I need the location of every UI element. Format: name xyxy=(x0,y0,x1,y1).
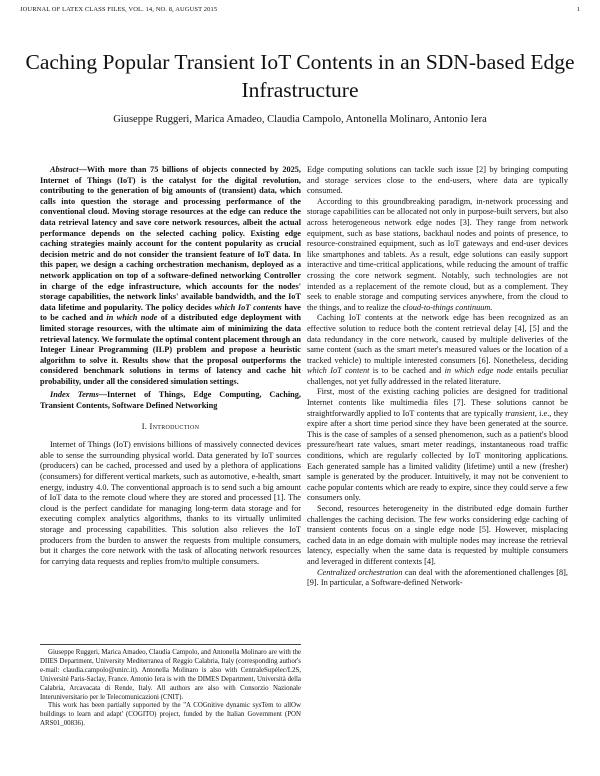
paragraph-orchestration-text: can deal with the aforementioned challenges [8], [9]. In particular, a Software-defined Network- xyxy=(307,567,568,588)
abstract-text-end: of a distributed edge deployment with limited storage resources, with the ultimate aim of minimizing the data retrieval latency. We formulate the optimal content placement through an Integer Linear Programming (ILP) problem and propose a heuristic algorithm to solve it. Results show that the proposal outperforms the considered benchmark solutions in terms of latency and cache hit probability, under all the considered simulation settings. xyxy=(40,313,301,386)
intro-paragraph-1: Internet of Things (IoT) envisions billions of massively connected devices able to sense the surrounding physical world. Data generated by IoT sources (producers) can be cached, processed and used by a plethora of applications (consumers) for different vertical markets, such as automotive, e-health, smart energy, industry 4.0. The conventional approach is to send such a big amount of IoT data to the remote cloud where they are stored and processed [1]. The cloud is the perfect candidate for managing long-term data storage and for executing complex analytics algorithms, thanks to its virtually unlimited storage and processing capabilities. This solution also relieves the IoT producers from the burden to answer the requests from multiple consumers, but it charges the core network with the task of allocating network resources for carrying data requests and replies from/to multiple consumers. xyxy=(40,440,301,566)
paragraph-caching-text-c: entails peculiar challenges, not yet fully addressed in the related literature. xyxy=(307,366,569,386)
index-terms xyxy=(40,390,301,411)
paragraph-edge-emphasis: cloud-to-things continuum. xyxy=(402,302,493,312)
abstract-text-mid: have to be cached and xyxy=(40,302,301,323)
paragraph-heterogeneity: Second, resources heterogeneity in the distributed edge domain further challenges the caching decision. The few works considering edge caching of transient contents focus on a single edge node [5]. However, misplacing cached data in an edge domain with multiple nodes may increase the retrieval latency, especially when the same data is requested by multiple consumers and leveraged in different contexts [4]. xyxy=(307,504,568,566)
index-terms-text: —Internet of Things, Edge Computing, Caching, Transient Contents, Software Defined Networking xyxy=(40,390,301,411)
paragraph-transient-text-a: First, most of the existing caching policies are designed for traditional Internet contents like multimedia files [7]. These solutions cannot be straightforwardly applied to IoT contents that are typically xyxy=(307,387,568,418)
right-column xyxy=(307,165,568,589)
paragraph-caching xyxy=(307,313,568,387)
running-header: JOURNAL OF LATEX CLASS FILES, VOL. 14, NO. 8, AUGUST 2015 xyxy=(20,6,218,13)
paper-title: Caching Popular Transient IoT Contents in an SDN-based Edge Infrastructure xyxy=(25,50,575,102)
paragraph-caching-emphasis-2: in which edge node xyxy=(444,366,513,376)
paragraph-edge-paradigm xyxy=(307,197,568,314)
paragraph-continued: Edge computing solutions can tackle such issue [2] by bringing computing and storage services close to the end-users, where data are typically consumed. xyxy=(307,165,568,196)
section-heading-introduction: I. Introduction xyxy=(141,421,200,431)
paragraph-caching-text-a: Caching IoT contents at the network edge has been recognized as an effective solution to reduce both the content retrieval delay [4], [5] and the data redundancy in the core network, caused by multiple deliveries of the same content (such as the smart meter's measured values or the location of a tracked vehicle) to multiple interested consumers [6]. Nonetheless, deciding xyxy=(307,313,568,365)
paragraph-edge-text: According to this groundbreaking paradigm, in-network processing and storage capabilities can be allocated not only in purpose-built servers, but also across heterogeneous network edge nodes [3]. They range from network equipment, such as base stations, backhaul nodes and points of presence, to resource-constrained equipment, such as IoT gateways and end-user devices like smartphones and tablets. As a result, edge solutions can easily support interactive and time-critical applications, while reducing the amount of traffic crossing the core network segment. Notably, such technologies are not intended as a replacement of the remote cloud, but as a complement. They seek to enable storage and computing services anywhere, from the cloud to the things, and to realize the xyxy=(307,196,568,312)
footnote-affiliations: Giuseppe Ruggeri, Marica Amadeo, Claudia Campolo, and Antonella Molinaro are with the DIIES Department, University Mediterranea of Reggio Calabria, Italy (corresponding author's e-mail: claudia.campolo@unirc.it). Antonella Molinaro is also with CentraleSupélec/L2S, Université Paris-Saclay, France. Antonio Iera is with the DIMES Department, Università della Calabria, Arcavacata di Rende, Italy. All authors are also with Consorzio Nazionale Interuniversitario per le Telecomunicazioni (CNIT). xyxy=(40,649,301,701)
author-footnote xyxy=(40,644,301,729)
abstract-emphasis-1: which IoT contents xyxy=(214,302,282,312)
paragraph-transient-text-b: , i.e., they expire after a short time period since they have been generated at the source. This is the case of samples of a sensed phenomenon, such as a patient's blood pressure/heart rate values, smart meter readings, instantaneous road traffic conditions, which are regularly collected by IoT monitoring applications. Each generated sample has a limited validity (lifetime) until a new (fresher) sample is generated by the producer. Intuitively, it may not be convenient to cache popular contents which are ready to expire, since they could serve a few consumers only. xyxy=(307,408,569,503)
page-number: 1 xyxy=(576,6,580,13)
abstract-label: Abstract xyxy=(50,165,79,174)
abstract xyxy=(40,165,301,387)
paragraph-orchestration-emphasis: Centralized orchestration xyxy=(317,567,403,577)
author-list: Giuseppe Ruggeri, Marica Amadeo, Claudia Campolo, Antonella Molinaro, Antonio Iera xyxy=(113,114,487,125)
paragraph-transient xyxy=(307,387,568,504)
paragraph-caching-text-b: is to be cached and xyxy=(369,366,445,376)
abstract-emphasis-2: in which node xyxy=(106,313,158,323)
paragraph-caching-emphasis-1: which IoT content xyxy=(307,366,370,376)
index-terms-label: Index Terms xyxy=(50,390,99,400)
paragraph-orchestration xyxy=(307,568,568,589)
left-column xyxy=(40,165,301,567)
footnote-funding: This work has been partially supported by the "A COGnitive dynamic sysTem to allOw buildings to learn and adapt' (COGITO) project, funded by the Italian Government (PON ARS01_00836). xyxy=(40,702,301,728)
abstract-text: —With more than 75 billions of objects connected by 2025, Internet of Things (IoT) is the catalyst for the digital revolution, contributing to the generation of big amounts of (transient) data, which calls into question the storage and processing performance of the conventional cloud. Moving storage resources at the edge can reduce the data retrieval latency and save core network resources, albeit the actual performance depends on the selected caching policy. Existing edge caching strategies mainly account for the content popularity as crucial decision metric and do not consider the transient feature of IoT data. In this paper, we design a caching orchestration mechanism, deployed as a network application on top of a software-defined networking Controller in charge of the edge infrastructure, which accounts for the nodes' storage capabilities, the network links' available bandwidth, and the IoT data lifetime and popularity. The policy decides xyxy=(40,165,301,312)
paragraph-transient-emphasis: transient xyxy=(505,408,535,418)
